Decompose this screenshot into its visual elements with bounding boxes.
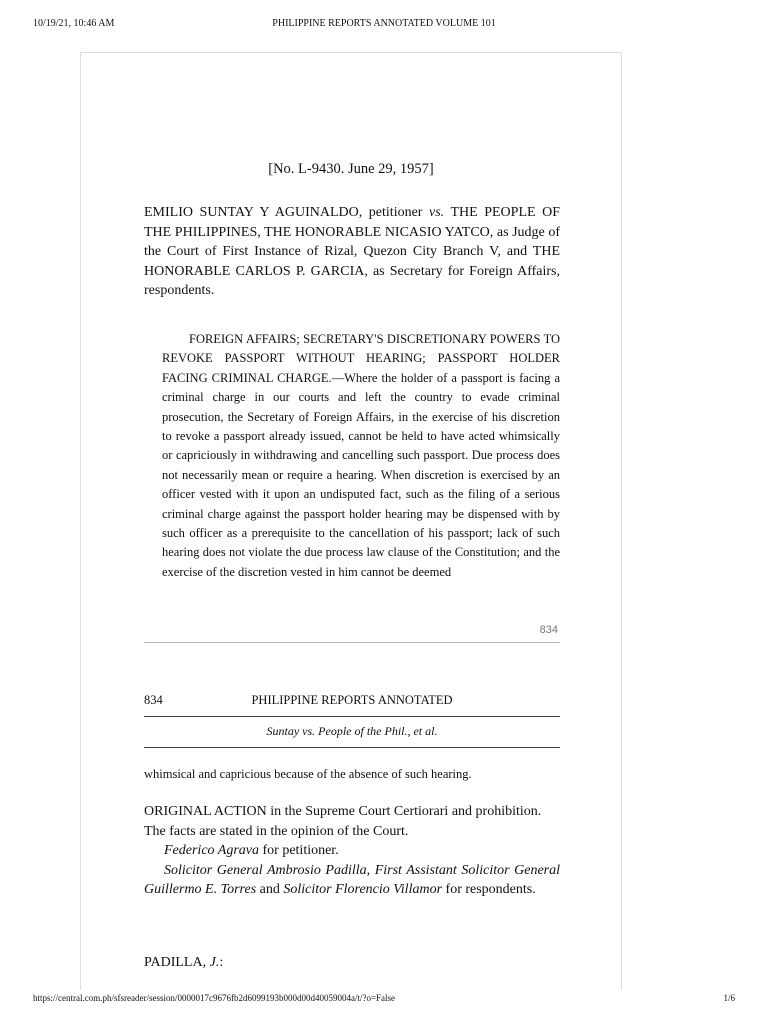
- running-head-page: 834: [144, 693, 163, 707]
- counsel-name: Solicitor Florencio Villamor: [283, 882, 443, 897]
- ponente-name: PADILLA,: [144, 955, 210, 970]
- print-url: https://central.com.ph/sfsreader/session/0000017c9676fb2d6099193b000d00d40059004a/t/?o=False: [33, 993, 396, 1003]
- print-page-count: 1/6: [723, 993, 735, 1003]
- counsel-respondents: [144, 861, 560, 900]
- party-respondent-1: THE PEOPLE OF THE PHILIPPINES: [144, 205, 560, 240]
- ponente-suffix: :: [219, 955, 224, 970]
- case-parties: [144, 203, 560, 301]
- syllabus-heading: FOREIGN AFFAIRS; SECRETARY'S DISCRETIONARY POWERS TO REVOKE PASSPORT WITHOUT HEARING; PASSPORT HOLDER FACING CRIMINAL CHARGE.: [162, 332, 560, 385]
- syllabus-text: —Where the holder of a passport is facing a criminal charge in our courts and left the country to evade criminal prosecution, the Secretary of Foreign Affairs, in the exercise of his discretion to revoke a passport already issued, cannot be held to have acted whimsically or capriciously in withdrawing and cancelling such passport. Due process does not necessarily mean or require a hearing. When discretion is exercised by an officer vested with it upon an undisputed fact, such as the filing of a serious criminal charge against the passport holder hearing may be dispensed with by such officer as a prerequisite to the cancellation of his passport; lack of such hearing does not violate the due process law clause of the Constitution; and the exercise of the discretion vested in him cannot be deemed: [162, 370, 560, 579]
- case-number: [No. L-9430. June 29, 1957]: [268, 161, 434, 177]
- counsel-text: and: [256, 882, 284, 897]
- ponente: [144, 955, 560, 971]
- original-action: ORIGINAL ACTION in the Supreme Court Certiorari and prohibition.: [144, 804, 542, 819]
- party-respondent-2: THE HONORABLE NICASIO YATCO: [264, 224, 490, 240]
- syllabus-continuation: whimsical and capricious because of the absence of such hearing.: [144, 767, 472, 781]
- counsel-petitioner: [144, 841, 560, 861]
- party-text: ,: [257, 224, 265, 240]
- caption-rule: [144, 747, 560, 748]
- counsel-name: Solicitor General Ambrosio Padilla, First Assistant Solicitor General Guillermo E. Torres: [144, 862, 560, 897]
- running-head: [144, 693, 560, 711]
- print-timestamp: 10/19/21, 10:46 AM: [33, 18, 115, 29]
- party-text: , as Judge of the Court of First Instance of Rizal, Quezon City Branch V, and: [144, 224, 561, 260]
- print-title: PHILIPPINE REPORTS ANNOTATED VOLUME 101: [272, 18, 496, 29]
- case-caption: Suntay vs. People of the Phil., et al.: [266, 724, 438, 738]
- running-head-rule: [144, 716, 560, 717]
- versus-text: vs.: [429, 205, 445, 220]
- page-number-marker: 834: [539, 624, 558, 636]
- print-header: [33, 18, 735, 32]
- counsel-name: Federico Agrava: [164, 843, 259, 858]
- counsel-role: for respondents.: [442, 882, 536, 897]
- party-text: , as Secretary for Foreign Affairs, respondents.: [144, 263, 560, 299]
- decision-body: [144, 802, 560, 900]
- party-petitioner: EMILIO SUNTAY Y AGUINALDO: [144, 205, 359, 220]
- print-footer: [33, 993, 735, 1005]
- counsel-role: for petitioner.: [259, 843, 339, 858]
- page-break-rule: [144, 642, 560, 643]
- document-page: [80, 52, 622, 990]
- ponente-title: J.: [209, 955, 220, 970]
- party-respondent-3: THE HONORABLE CARLOS P. GARCIA: [144, 244, 560, 279]
- facts-statement: The facts are stated in the opinion of the Court.: [144, 823, 409, 839]
- syllabus: [162, 330, 560, 582]
- party-text: , petitioner: [358, 205, 429, 220]
- running-head-title: PHILIPPINE REPORTS ANNOTATED: [251, 693, 453, 707]
